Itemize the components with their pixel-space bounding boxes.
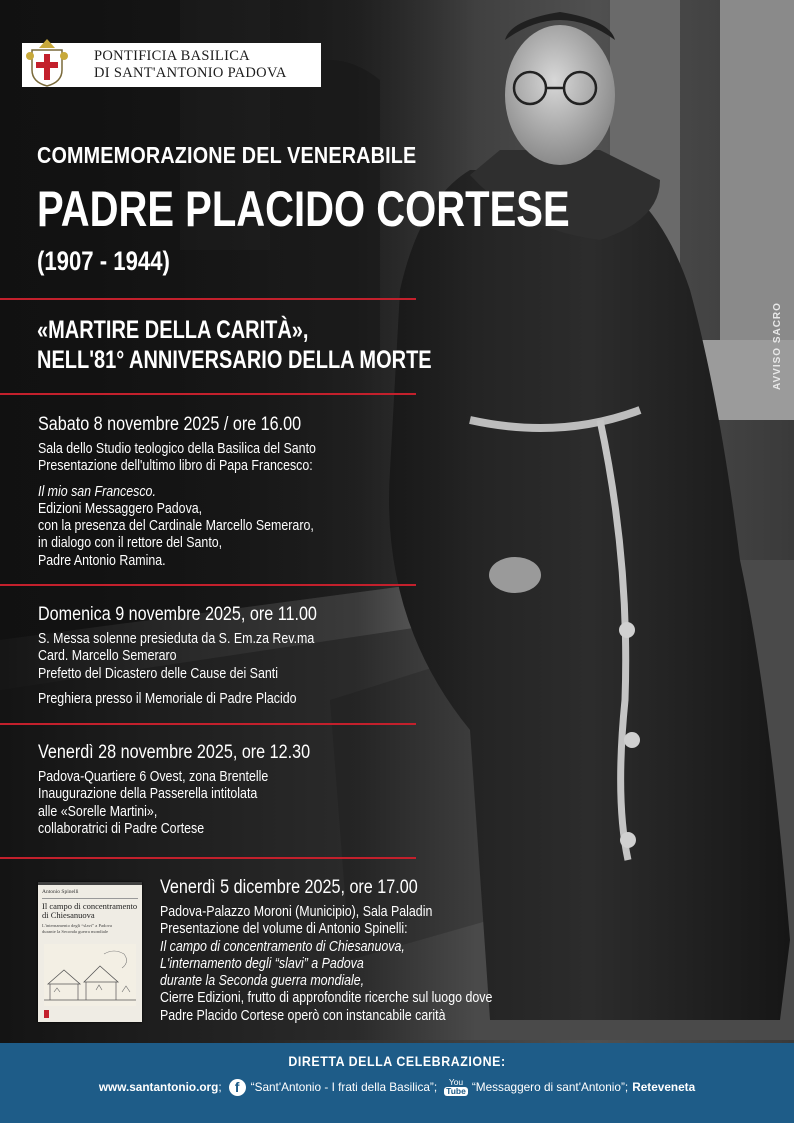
book-author: Antonio Spinelli (42, 889, 79, 895)
book-title-line-1: Il campo di concentramento (42, 901, 138, 911)
youtube-icon (444, 1078, 468, 1096)
event-date: Venerdì 5 dicembre 2025, ore 17.00 (160, 877, 418, 898)
event-line: alle «Sorelle Martini», (38, 803, 158, 820)
pretitle: COMMEMORAZIONE DEL VENERABILE (37, 142, 417, 168)
tv-channel: Reteveneta (632, 1080, 696, 1094)
event-details (38, 631, 317, 708)
event-line: Card. Marcello Semeraro (38, 648, 177, 665)
life-dates: (1907 - 1944) (37, 246, 170, 276)
event-line: Padre Antonio Ramina. (38, 552, 166, 569)
divider-line (0, 857, 416, 859)
event-line: durante la Seconda guerra mondiale, (160, 973, 365, 990)
event-line: Il mio san Francesco. (38, 483, 156, 500)
event-line: L'internamento degli “slavi” a Padova (160, 955, 364, 972)
event-3 (38, 742, 358, 838)
event-line: Presentazione del volume di Antonio Spinelli: (160, 921, 408, 938)
separator: ; (218, 1080, 222, 1094)
divider-line (0, 584, 416, 586)
footer-bar (0, 1043, 794, 1123)
divider-line (0, 393, 416, 395)
event-line: Cierre Edizioni, frutto di approfondite ricerche sul luogo dove (160, 990, 493, 1007)
divider-line (0, 723, 416, 725)
event-line: Sala dello Studio teologico della Basilica del Santo (38, 441, 316, 457)
event-line: Padova-Palazzo Moroni (Municipio), Sala Paladin (160, 904, 433, 920)
event-4 (160, 877, 551, 1025)
footer-title: DIRETTA DELLA CELEBRAZIONE: (288, 1054, 506, 1069)
youtube-icon-you: You (448, 1077, 464, 1087)
event-date: Sabato 8 novembre 2025 / ore 16.00 (38, 414, 302, 435)
logo-text (94, 48, 287, 82)
event-line: S. Messa solenne presieduta da S. Em.za Rev.ma (38, 631, 315, 647)
event-line: collaboratrici di Padre Cortese (38, 820, 205, 837)
event-line: Padre Placido Cortese operò con instancabile carità (160, 1007, 446, 1024)
book-cover (38, 882, 142, 1022)
event-details (38, 769, 310, 838)
event-line: Il campo di concentramento di Chiesanuova, (160, 938, 405, 955)
facebook-page-link[interactable]: “Sant'Antonio - I frati della Basilica”; (250, 1080, 438, 1094)
book-title (38, 899, 142, 920)
youtube-icon-tube: Tube (446, 1086, 466, 1096)
event-line: Prefetto del Dicastero delle Cause dei Santi (38, 665, 278, 682)
logo-line-1: PONTIFICIA BASILICA (94, 48, 250, 64)
event-line: in dialogo con il rettore del Santo, (38, 535, 223, 552)
logo-line-2: DI SANT'ANTONIO PADOVA (94, 65, 287, 81)
subtitle (37, 315, 432, 375)
event-details (160, 904, 492, 1025)
event-date: Venerdì 28 novembre 2025, ore 12.30 (38, 742, 311, 763)
event-line: Edizioni Messaggero Padova, (38, 500, 203, 517)
subtitle-line-2: NELL'81° ANNIVERSARIO DELLA MORTE (37, 346, 432, 374)
main-title: PADRE PLACIDO CORTESE (37, 181, 570, 237)
event-line: con la presenza del Cardinale Marcello Semeraro, (38, 518, 314, 535)
event-date: Domenica 9 novembre 2025, ore 11.00 (38, 604, 317, 625)
youtube-channel-link[interactable]: “Messaggero di sant'Antonio”; (471, 1080, 629, 1094)
vertical-label: AVVISO SACRO (772, 302, 783, 390)
book-subtitle-line-1: L'internamento degli “slavi” a Padova (42, 923, 112, 928)
basilica-emblem-icon (24, 36, 70, 88)
book-illustration (44, 944, 136, 1006)
divider-line (0, 298, 416, 300)
event-line: Padova-Quartiere 6 Ovest, zona Brentelle (38, 769, 269, 785)
event-details (38, 441, 316, 570)
basilica-logo (22, 43, 321, 87)
event-line: Presentazione dell'ultimo libro di Papa Francesco: (38, 458, 313, 475)
book-subtitle (38, 920, 142, 934)
event-1 (38, 414, 365, 570)
book-subtitle-line-2: durante la Seconda guerra mondiale (42, 928, 109, 934)
event-line: Inaugurazione della Passerella intitolata (38, 786, 258, 803)
book-title-line-2: di Chiesanuova (42, 910, 95, 920)
event-line: Preghiera presso il Memoriale di Padre Placido (38, 690, 297, 707)
website-link[interactable]: www.santantonio.org (98, 1080, 219, 1094)
facebook-icon: f (229, 1079, 246, 1096)
footer-links (0, 1078, 794, 1096)
event-2 (38, 604, 366, 708)
subtitle-line-1: «MARTIRE DELLA CARITÀ», (37, 316, 309, 344)
